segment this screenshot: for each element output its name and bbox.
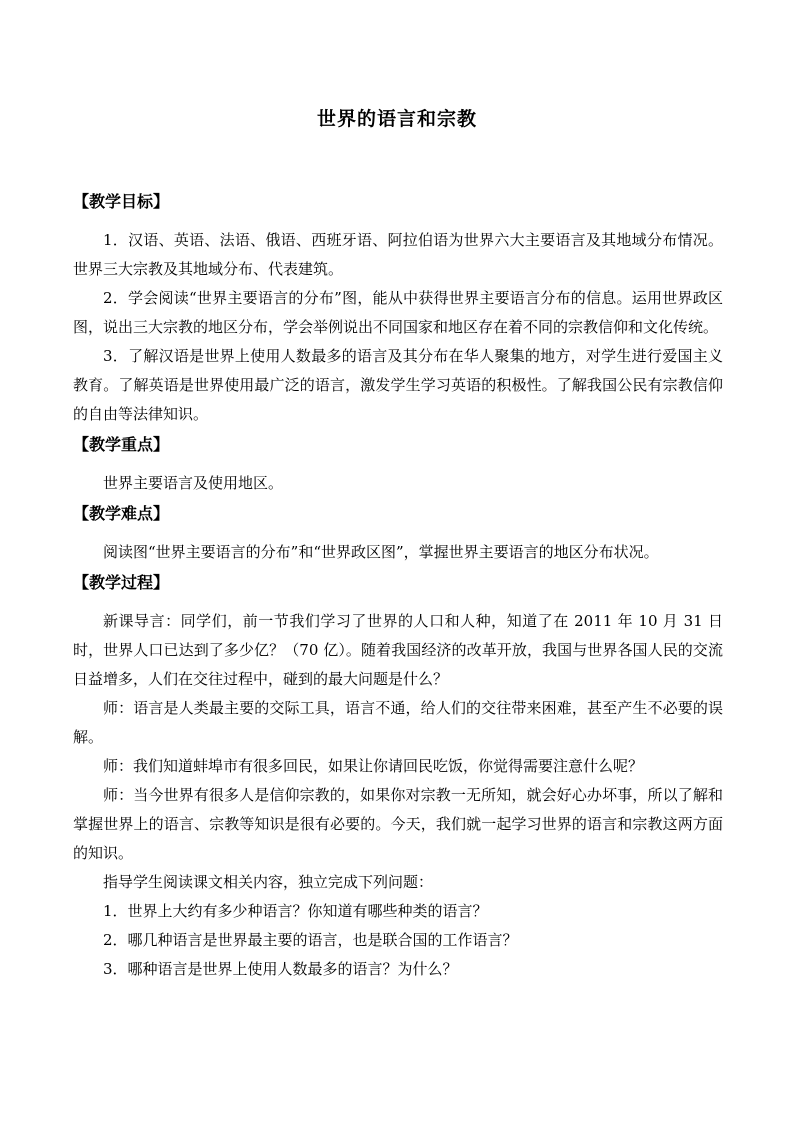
process-paragraph: 师：我们知道蚌埠市有很多回民，如果让你请回民吃饭，你觉得需要注意什么呢？ [103, 757, 644, 775]
section-heading-process: 【教学过程】 [73, 573, 170, 592]
question-item-2: 2．哪几种语言是世界最主要的语言，也是联合国的工作语言？ [103, 931, 518, 949]
process-paragraph: 指导学生阅读课文相关内容，独立完成下列问题： [103, 873, 434, 891]
process-paragraph: 师：当今世界有很多人是信仰宗教的，如果你对宗教一无所知，就会好心办坏事，所以了解和掌握世界上的语言、宗教等知识是很有必要的。今天，我们就一起学习世界的语言和宗教这两方面的知识。 [73, 786, 723, 862]
question-item-3: 3．哪种语言是世界上使用人数最多的语言？为什么？ [103, 960, 458, 978]
process-paragraph: 新课导言：同学们，前一节我们学习了世界的人口和人种，知道了在 2011 年 10 月 31 日时，世界人口已达到了多少亿？（70 亿）。随着我国经济的改革开放，我国与世界各国人民的交流日益增多，人们在交往过程中，碰到的最大问题是什么？ [73, 612, 723, 688]
goal-item-2: 2．学会阅读“世界主要语言的分布”图，能从中获得世界主要语言分布的信息。运用世界政区图，说出三大宗教的地区分布，学会举例说出不同国家和地区存在着不同的宗教信仰和文化传统。 [73, 289, 723, 336]
document-title: 世界的语言和宗教 [316, 108, 477, 130]
goal-item-1: 1．汉语、英语、法语、俄语、西班牙语、阿拉伯语为世界六大主要语言及其地域分布情况。世界三大宗教及其地域分布、代表建筑。 [73, 231, 723, 278]
difficulties-text: 阅读图“世界主要语言的分布”和“世界政区图”，掌握世界主要语言的地区分布状况。 [103, 543, 659, 561]
question-item-1: 1．世界上大约有多少种语言？你知道有哪些种类的语言？ [103, 902, 488, 920]
section-heading-goals: 【教学目标】 [73, 192, 170, 211]
process-paragraph: 师：语言是人类最主要的交际工具，语言不通，给人们的交往带来困难，甚至产生不必要的误解。 [73, 699, 723, 746]
key-points-text: 世界主要语言及使用地区。 [103, 474, 284, 492]
goal-item-3: 3．了解汉语是世界上使用人数最多的语言及其分布在华人聚集的地方，对学生进行爱国主义教育。了解英语是世界使用最广泛的语言，激发学生学习英语的积极性。了解我国公民有宗教信仰的自由等法律知识。 [73, 347, 723, 423]
section-heading-key-points: 【教学重点】 [73, 435, 170, 454]
section-heading-difficulties: 【教学难点】 [73, 504, 170, 523]
document-body [73, 186, 723, 984]
